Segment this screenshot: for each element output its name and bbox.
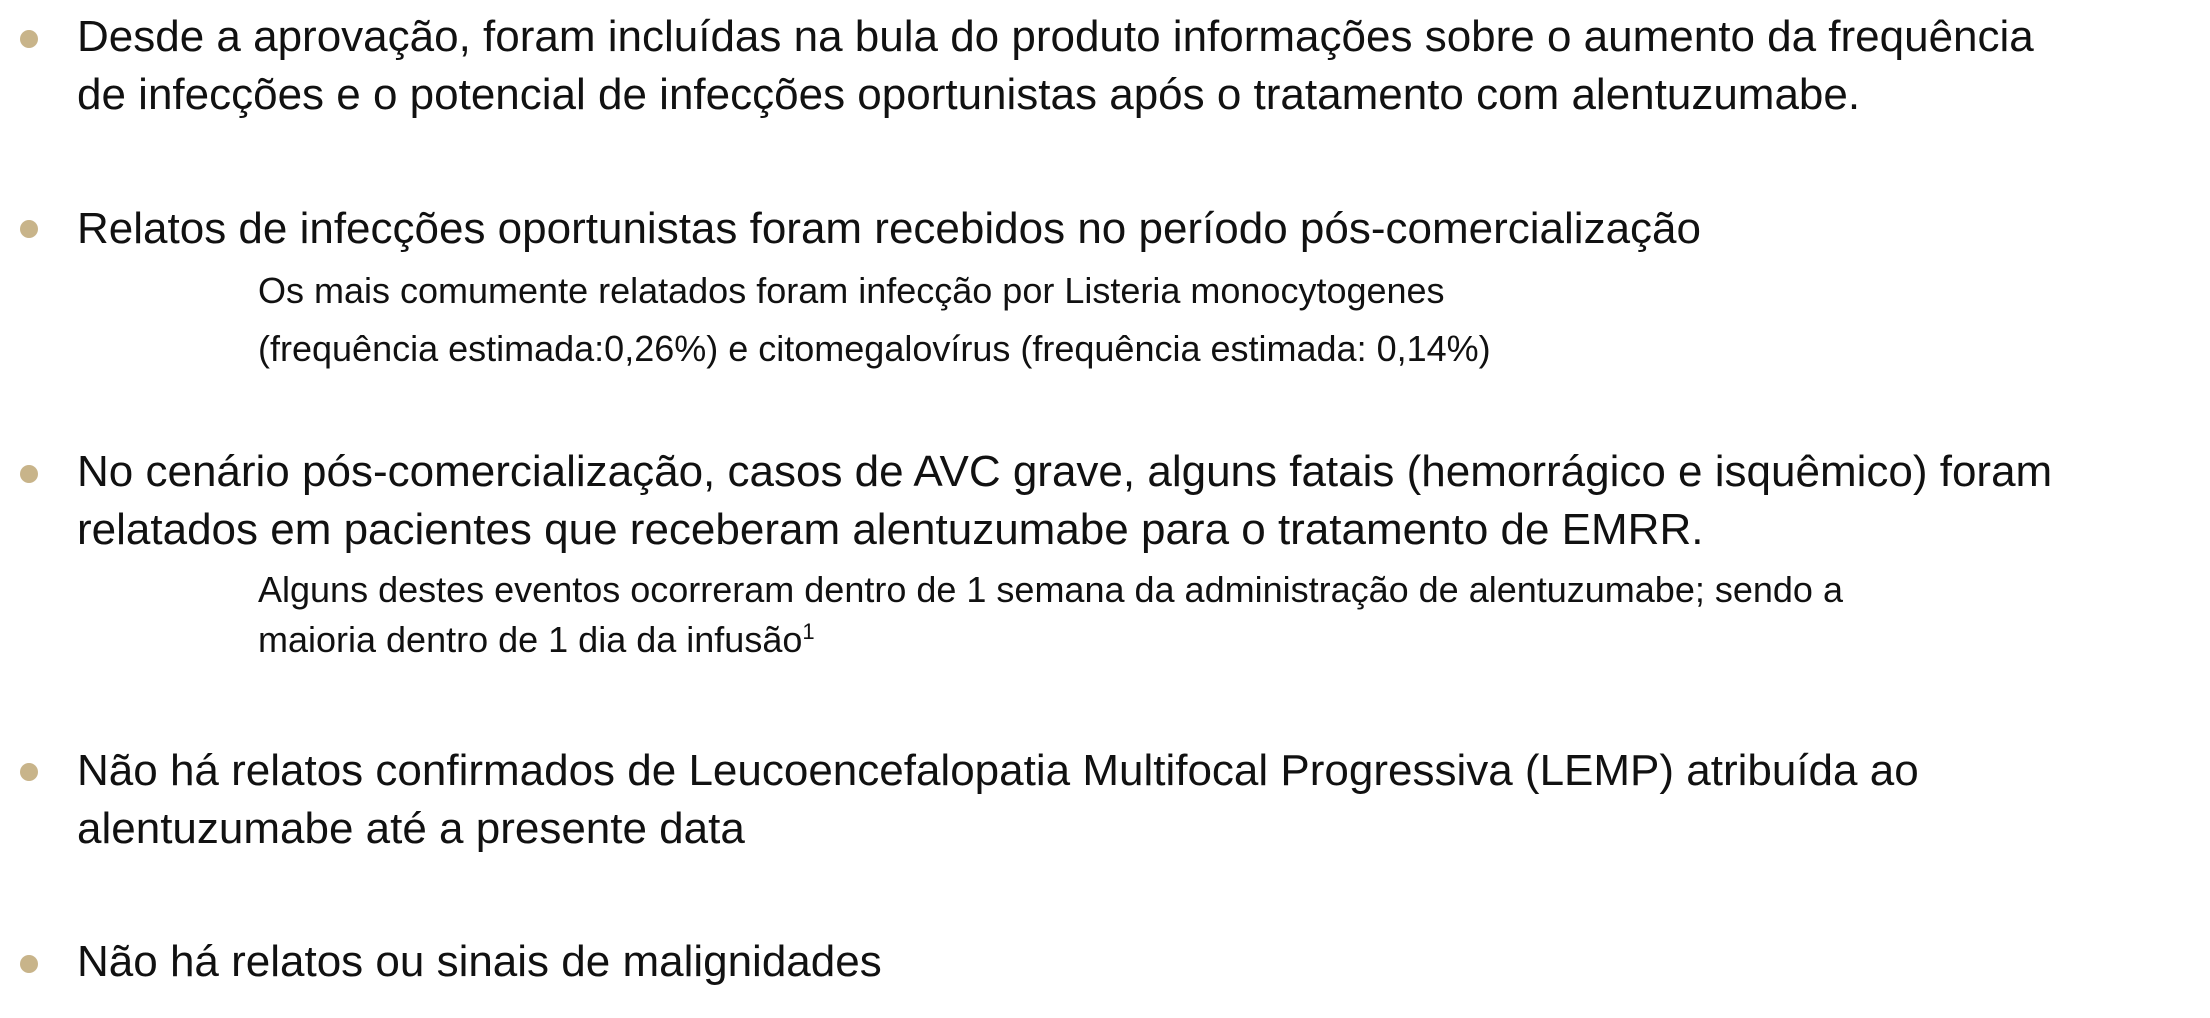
- sub-bullet-text-line: (frequência estimada:0,26%) e citomegalovírus (frequência estimada: 0,14%): [258, 328, 1491, 369]
- bullet-text-line: Relatos de infecções oportunistas foram recebidos no período pós-comercialização: [77, 204, 1701, 253]
- bullet-text-line: Desde a aprovação, foram incluídas na bula do produto informações sobre o aumento da frequência: [77, 12, 2034, 61]
- sub-bullet-text: maioria dentro de 1 dia da infusão: [258, 619, 803, 660]
- bullet-text-line: relatados em pacientes que receberam alentuzumabe para o tratamento de EMRR.: [77, 505, 1704, 554]
- bullet-dot-icon: [20, 763, 38, 781]
- bullet-text-line: de infecções e o potencial de infecções oportunistas após o tratamento com alentuzumabe.: [77, 70, 1861, 119]
- bullet-text-line: Não há relatos confirmados de Leucoencefalopatia Multifocal Progressiva (LEMP) atribuída ao: [77, 746, 1919, 795]
- sub-bullet-text-line: Os mais comumente relatados foram infecção por Listeria monocytogenes: [258, 270, 1445, 311]
- bullet-dot-icon: [20, 955, 38, 973]
- bullet-dot-icon: [20, 220, 38, 238]
- bullet-text-line: No cenário pós-comercialização, casos de AVC grave, alguns fatais (hemorrágico e isquêmico) foram: [77, 447, 2053, 496]
- bullet-dot-icon: [20, 465, 38, 483]
- bullet-dot-icon: [20, 30, 38, 48]
- sub-bullet-text-line: [258, 611, 815, 669]
- bullet-text-line: alentuzumabe até a presente data: [77, 804, 745, 853]
- footnote-reference: 1: [802, 619, 815, 644]
- sub-bullet-text-line: Alguns destes eventos ocorreram dentro de 1 semana da administração de alentuzumabe; sendo a: [258, 569, 1843, 610]
- bullet-text-line: Não há relatos ou sinais de malignidades: [77, 937, 882, 986]
